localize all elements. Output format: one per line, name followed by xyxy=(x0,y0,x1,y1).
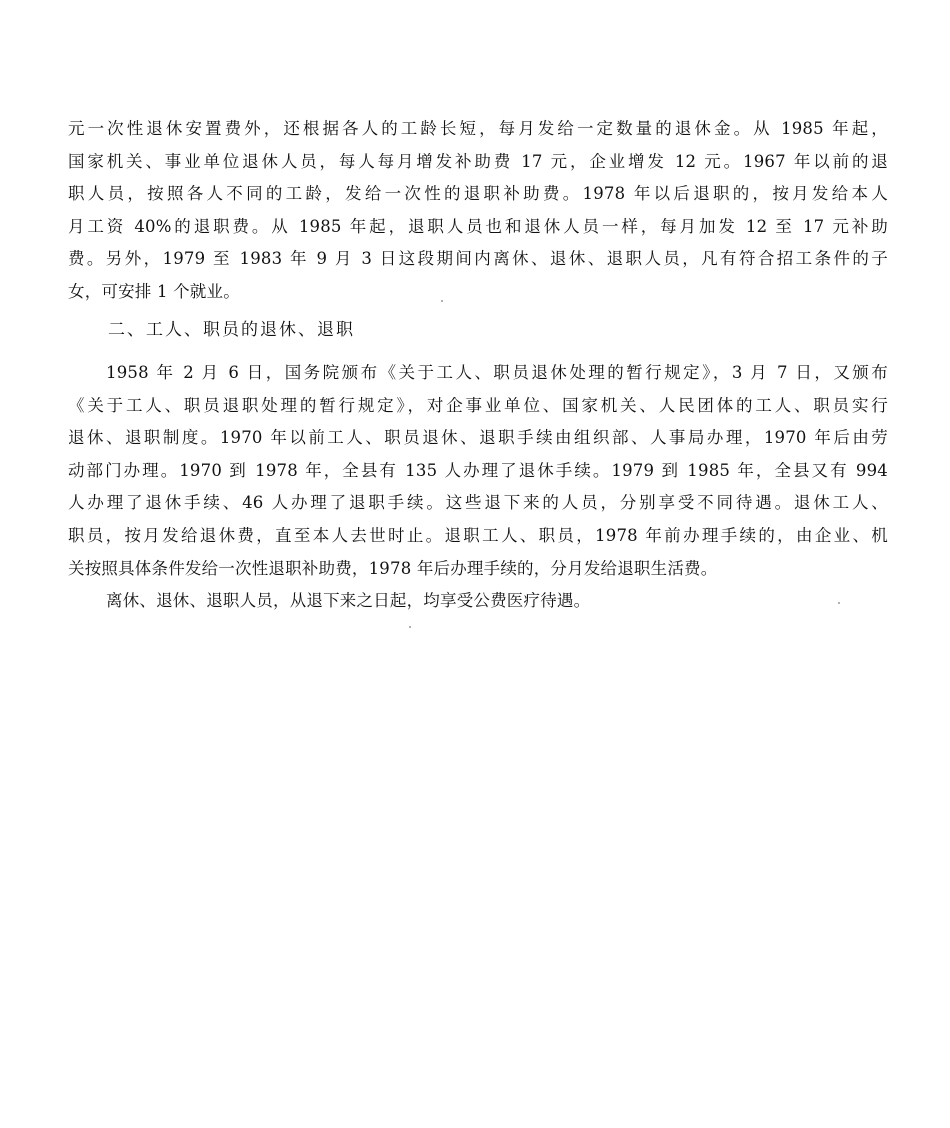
text-line: 国家机关、事业单位退休人员，每人每月增发补助费 17 元，企业增发 12 元。1967 年以前的退 xyxy=(68,151,888,171)
text-line: 女，可安排 1 个就业。 xyxy=(68,281,240,301)
section-heading: 二、工人、职员的退休、退职 xyxy=(108,320,355,340)
paragraph-retirement-benefits xyxy=(68,113,888,309)
text-line: 关按照具体条件发给一次性退职补助费，1978 年后办理手续的，分月发给退职生活费。 xyxy=(68,558,718,578)
scan-speck xyxy=(441,300,443,302)
text-line: 费。另外，1979 至 1983 年 9 月 3 日这段期间内离休、退休、退职人员，凡有符合招工条件的子 xyxy=(68,249,888,269)
text-line: 元一次性退休安置费外，还根据各人的工龄长短，每月发给一定数量的退休金。从 1985 年起， xyxy=(68,119,888,138)
paragraph-medical-care: 离休、退休、退职人员，从退下来之日起，均享受公费医疗待遇。 xyxy=(106,591,591,611)
text-line: 职员，按月发给退休费，直至本人去世时止。退职工人、职员，1978 年前办理手续的，由企业、机 xyxy=(68,525,888,545)
text-line: 退休、退职制度。1970 年以前工人、职员退休、退职手续由组织部、人事局办理，1970 年后由劳 xyxy=(68,428,888,448)
text-line: 人办理了退休手续、46 人办理了退职手续。这些退下来的人员，分别享受不同待遇。退休工人、 xyxy=(68,493,888,513)
text-line: 月工资 40%的退职费。从 1985 年起，退职人员也和退休人员一样，每月加发 12 至 17 元补助 xyxy=(68,216,888,236)
text-line: 《关于工人、职员退职处理的暂行规定》，对企事业单位、国家机关、人民团体的工人、职员实行 xyxy=(68,395,888,415)
scan-speck xyxy=(409,626,411,628)
scan-speck xyxy=(838,602,840,604)
paragraph-worker-retirement xyxy=(68,357,888,618)
text-line: 动部门办理。1970 到 1978 年，全县有 135 人办理了退休手续。1979 到 1985 年，全县又有 994 xyxy=(68,460,888,480)
text-line: 职人员，按照各人不同的工龄，发给一次性的退职补助费。1978 年以后退职的，按月发给本人 xyxy=(68,184,888,204)
text-line: 1958 年 2 月 6 日，国务院颁布《关于工人、职员退休处理的暂行规定》，3 月 7 日，又颁布 xyxy=(106,363,888,382)
